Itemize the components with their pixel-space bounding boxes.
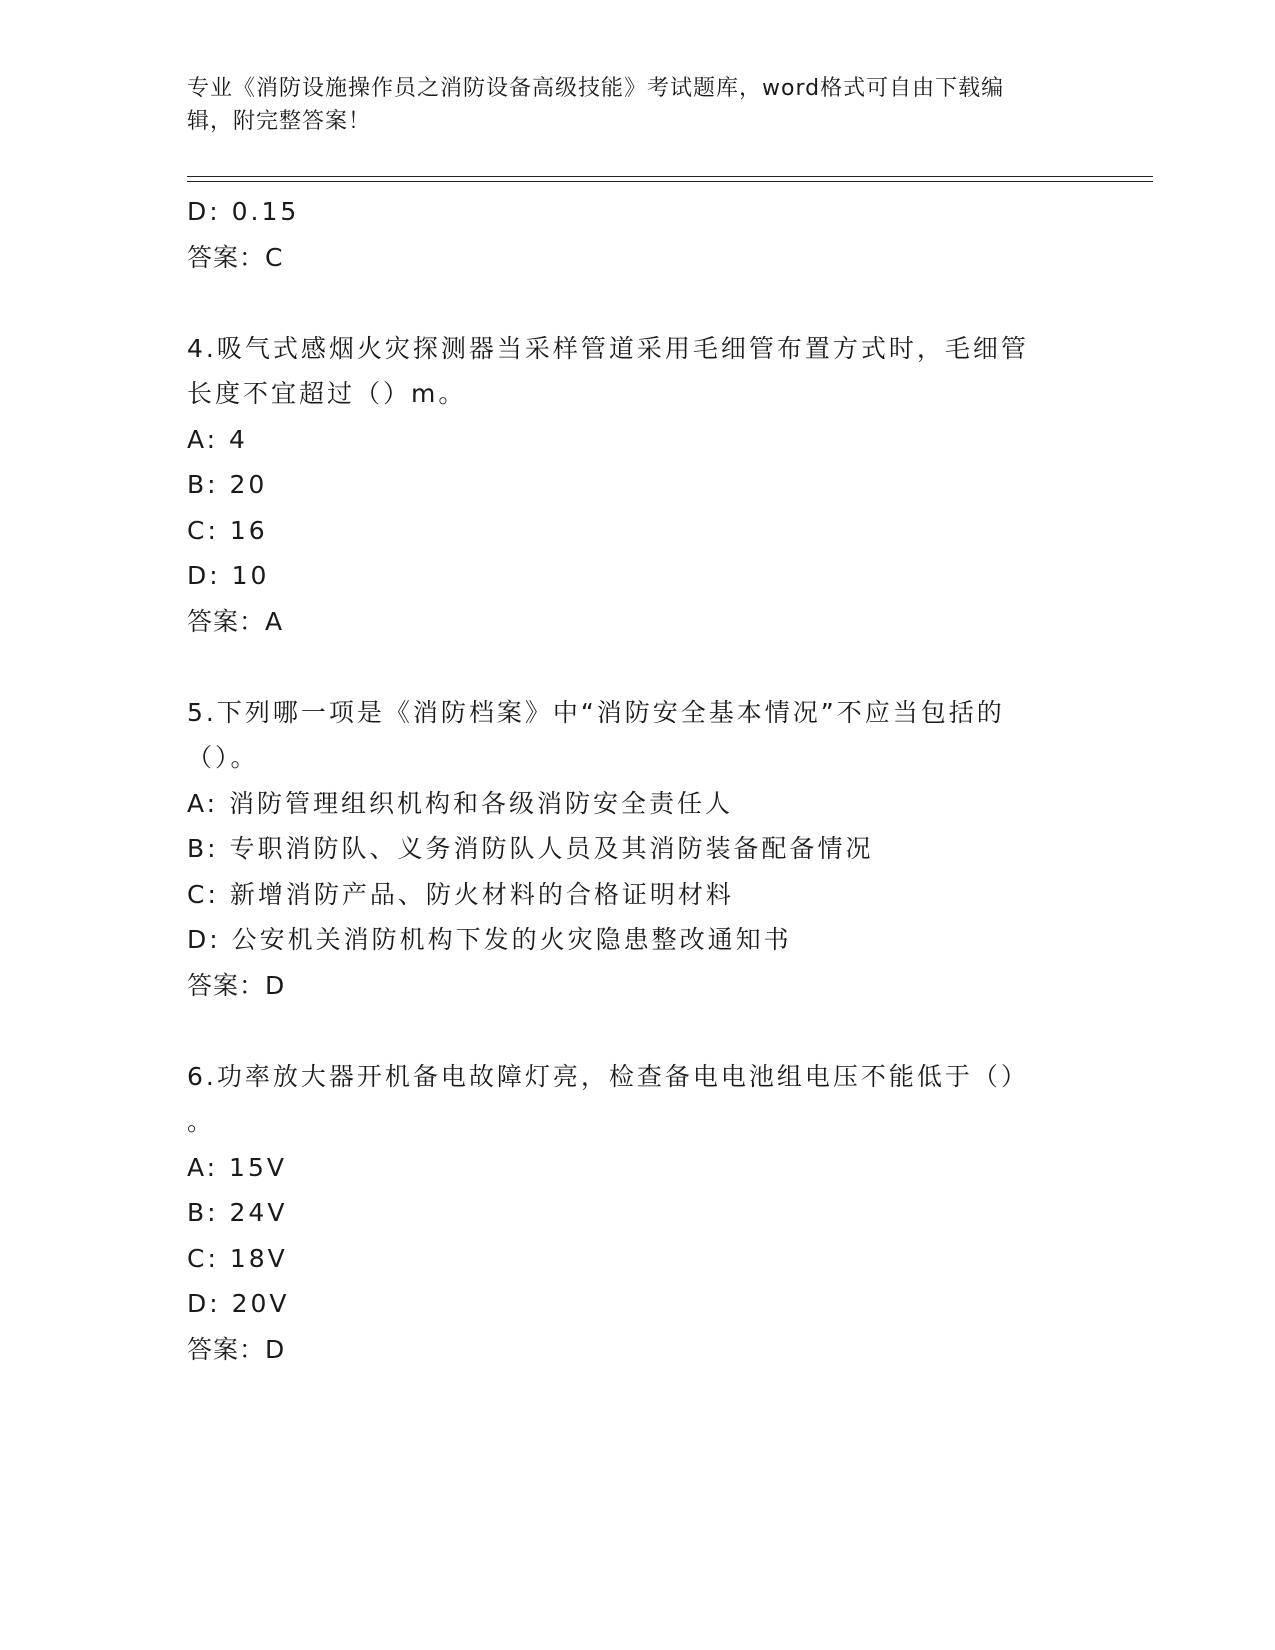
question-stem: 4.吸气式感烟火灾探测器当采样管道采用毛细管布置方式时，毛细管 (187, 333, 1029, 363)
question-stem: 5.下列哪一项是《消防档案》中“消防安全基本情况”不应当包括的 (187, 697, 1005, 727)
option-d: D: 10 (187, 561, 270, 590)
option-a: A: 消防管理组织机构和各级消防安全责任人 (187, 788, 734, 818)
answer: 答案：D (187, 970, 286, 1000)
option-c: C: 新增消防产品、防火材料的合格证明材料 (187, 879, 734, 909)
option-b: B: 专职消防队、义务消防队人员及其消防装备配备情况 (187, 834, 874, 863)
spacer (187, 280, 1067, 326)
question-stem: 6.功率放大器开机备电故障灯亮，检查备电电池组电压不能低于（） (187, 1061, 1029, 1091)
option-d: D: 公安机关消防机构下发的火灾隐患整改通知书 (187, 925, 792, 954)
header-divider-top (187, 176, 1153, 177)
document-header (187, 72, 1067, 138)
header-line-2: 辑，附完整答案！ (187, 109, 372, 134)
question-stem-cont: （）。 (187, 743, 259, 772)
question-5 (187, 690, 1067, 1009)
option-b: B: 24V (187, 1198, 288, 1227)
option-c: C: 18V (187, 1243, 288, 1273)
option-a: A: 4 (187, 424, 248, 454)
answer: 答案：A (187, 606, 284, 636)
spacer (187, 1008, 1067, 1054)
spacer (187, 644, 1067, 690)
question-4 (187, 326, 1067, 645)
question-6 (187, 1054, 1067, 1373)
prev-question (187, 189, 1067, 280)
option-d: D: 0.15 (187, 197, 300, 226)
header-line-1: 专业《消防设施操作员之消防设备高级技能》考试题库，word格式可自由下载编 (187, 76, 1005, 101)
option-a: A: 15V (187, 1152, 287, 1182)
answer: 答案：C (187, 242, 284, 272)
answer: 答案：D (187, 1334, 286, 1364)
option-d: D: 20V (187, 1289, 290, 1318)
option-b: B: 20 (187, 470, 268, 499)
question-stem-cont: 。 (187, 1107, 216, 1136)
question-list (187, 189, 1067, 1372)
question-stem-cont: 长度不宜超过（）m。 (187, 379, 467, 408)
option-c: C: 16 (187, 515, 268, 545)
header-divider-bottom (187, 181, 1153, 182)
